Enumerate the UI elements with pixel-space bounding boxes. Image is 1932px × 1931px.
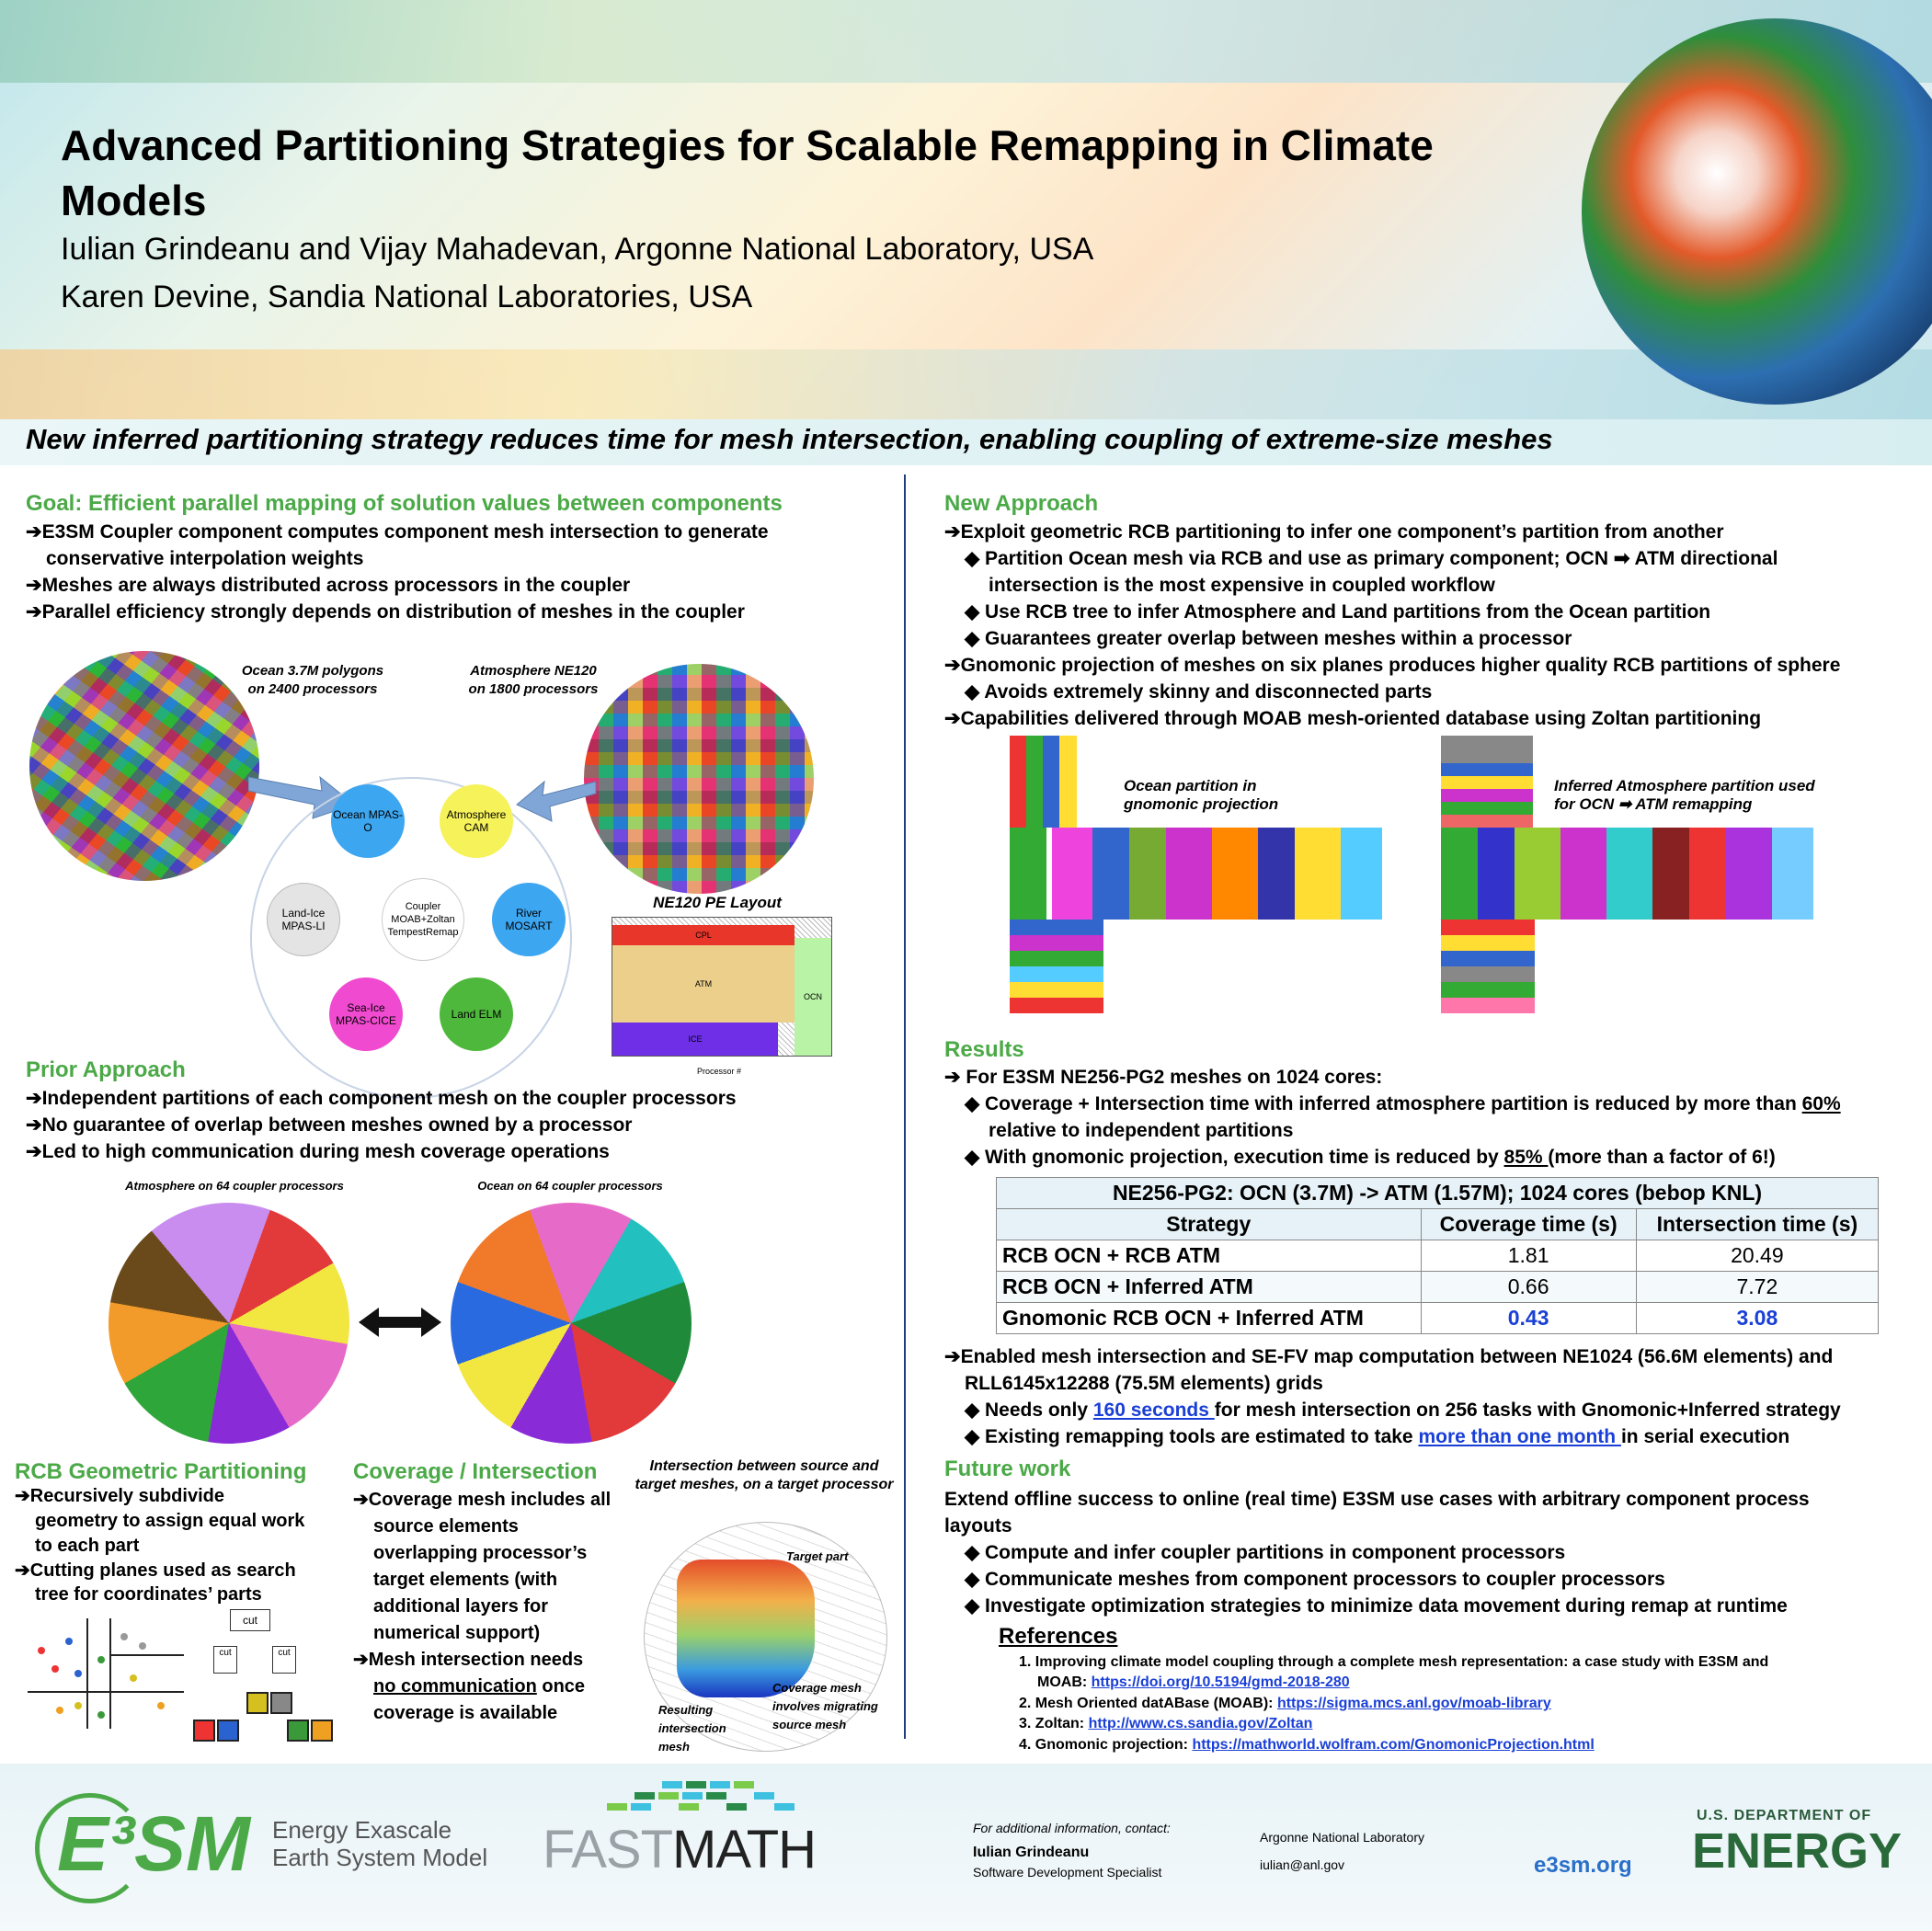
e3sm-site-link[interactable]: e3sm.org (1534, 1853, 1632, 1878)
inferred-caption: Inferred Atmosphere partition used for OCN ➡ ATM remapping (1554, 777, 1815, 813)
table-row (997, 1303, 1879, 1334)
reference-4: 4. Gnomonic projection: https://mathworld.wolfram.com/GnomonicProjection.html (1019, 1737, 1595, 1753)
new-line: ◆ Guarantees greater overlap between meshes within a processor (965, 628, 1572, 649)
rcb-leaf-0 (193, 1720, 215, 1742)
goal-bullet: ➔Parallel efficiency strongly depends on distribution of meshes in the coupler (26, 601, 745, 623)
rcb-line: geometry to assign equal work (35, 1511, 305, 1531)
ocn-64-sphere (451, 1203, 692, 1444)
rcb-heading: RCB Geometric Partitioning (15, 1459, 307, 1484)
results-line: relative to independent partitions (989, 1120, 1294, 1141)
reference-link[interactable]: https://sigma.mcs.anl.gov/moab-library (1276, 1696, 1551, 1711)
coverage-heading: Coverage / Intersection (353, 1459, 598, 1484)
rcb-line: ➔Recursively subdivide (15, 1486, 224, 1506)
sea-ice-node: Sea-Ice MPAS-CICE (329, 977, 403, 1051)
rcb-line: tree for coordinates’ parts (35, 1584, 262, 1605)
future-heading: Future work (944, 1457, 1071, 1481)
pe-layout-chart (612, 917, 832, 1057)
new-line: ◆ Partition Ocean mesh via RCB and use as primary component; OCN ➡ ATM directional (965, 548, 1778, 569)
atmosphere-caption: Atmosphere NE120 on 1800 processors (468, 663, 599, 697)
prior-heading: Prior Approach (26, 1057, 186, 1082)
ocean-node: Ocean MPAS-O (331, 784, 405, 858)
atm-64-caption: Atmosphere on 64 coupler processors (125, 1179, 344, 1193)
rcb-leaf-4 (287, 1720, 309, 1742)
reference-3: 3. Zoltan: http://www.cs.sandia.gov/Zoltan (1019, 1716, 1313, 1731)
results-line: ◆ Needs only 160 seconds for mesh intersection on 256 tasks with Gnomonic+Inferred strategy (965, 1400, 1841, 1421)
table-cell: Gnomonic RCB OCN + Inferred ATM (997, 1303, 1422, 1334)
rcb-line: to each part (35, 1536, 140, 1556)
e3sm-subtitle-1: Energy Exascale (272, 1816, 452, 1844)
inferred-top (1441, 736, 1533, 828)
table-cell: 7.72 (1636, 1272, 1878, 1303)
new-line: intersection is the most expensive in coupled workflow (989, 575, 1495, 596)
future-line: layouts (944, 1515, 1012, 1537)
ocean-gnomonic-middle (1010, 828, 1382, 920)
doe-label: U.S. DEPARTMENT OF (1697, 1808, 1872, 1823)
goal-heading: Goal: Efficient parallel mapping of solution values between components (26, 491, 783, 516)
table-row (997, 1240, 1879, 1272)
results-line: ◆ Existing remapping tools are estimated to take more than one month in serial execution (965, 1426, 1790, 1447)
rcb-cut-node: cut (213, 1646, 237, 1674)
new-line: ◆ Use RCB tree to infer Atmosphere and Land partitions from the Ocean partition (965, 601, 1711, 623)
results-line: ➔Enabled mesh intersection and SE-FV map computation between NE1024 (56.6M elements) and (944, 1346, 1834, 1367)
ocn-64-caption: Ocean on 64 coupler processors (477, 1179, 663, 1193)
table-header: Intersection time (s) (1636, 1209, 1878, 1240)
table-cell: 0.66 (1421, 1272, 1636, 1303)
rcb-cut-root: cut (230, 1609, 270, 1631)
new-line: ➔Gnomonic projection of meshes on six planes produces higher quality RCB partitions of sphere (944, 655, 1841, 676)
table-cell: 0.43 (1421, 1303, 1636, 1334)
fastmath-grid-icon (570, 1779, 828, 1816)
reference-1: 1. Improving climate model coupling through a complete mesh representation: a case study with E3SM and (1019, 1654, 1769, 1670)
new-line: ➔Exploit geometric RCB partitioning to infer one component’s partition from another (944, 521, 1724, 543)
rcb-leaf-2 (246, 1692, 269, 1714)
coverage-line: no communication once (373, 1676, 586, 1697)
coverage-line: overlapping processor’s (373, 1543, 588, 1563)
table-header: Strategy (997, 1209, 1422, 1240)
reference-link[interactable]: https://doi.org/10.5194/gmd-2018-280 (1091, 1674, 1350, 1690)
future-line: Extend offline success to online (real time) E3SM use cases with arbitrary component process (944, 1489, 1810, 1510)
land-node: Land ELM (440, 977, 513, 1051)
results-line: ◆ Coverage + Intersection time with inferred atmosphere partition is reduced by more than 60% (965, 1093, 1841, 1114)
contact-name: Iulian Grindeanu (973, 1845, 1090, 1860)
table-cell: RCB OCN + RCB ATM (997, 1240, 1422, 1272)
rcb-leaf-3 (270, 1692, 292, 1714)
pe-atm-block: ATM (612, 945, 795, 1023)
future-bullet: ◆ Communicate meshes from component processors to coupler processors (965, 1569, 1665, 1590)
table-cell: 3.08 (1636, 1303, 1878, 1334)
rcb-line: ➔Cutting planes used as search (15, 1560, 296, 1581)
rcb-leaf-1 (217, 1720, 239, 1742)
goal-bullet: ➔E3SM Coupler component computes component mesh intersection to generate (26, 521, 769, 543)
contact-lab: Argonne National Laboratory (1260, 1830, 1425, 1845)
pe-ice-block: ICE (612, 1023, 778, 1056)
reference-link[interactable]: http://www.cs.sandia.gov/Zoltan (1088, 1716, 1313, 1731)
doe-logo: ENERGY (1692, 1823, 1903, 1879)
rcb-cut-diagram (23, 1614, 189, 1733)
ocean-gnomonic-caption: Ocean partition in gnomonic projection (1124, 777, 1279, 813)
double-arrow-icon (359, 1306, 441, 1339)
fastmath-logo: FASTMATH (543, 1820, 817, 1880)
coverage-mesh-patch (677, 1560, 815, 1697)
poster-title: Advanced Partitioning Strategies for Scalable Remapping in Climate Models (61, 121, 1434, 224)
results-heading: Results (944, 1037, 1024, 1062)
results-line: ➔ For E3SM NE256-PG2 meshes on 1024 cores: (944, 1067, 1383, 1088)
coverage-line: coverage is available (373, 1703, 558, 1723)
results-line: ◆ With gnomonic projection, execution time is reduced by 85% (more than a factor of 6!) (965, 1147, 1776, 1168)
inferred-bottom (1441, 920, 1535, 1013)
table-cell: 1.81 (1421, 1240, 1636, 1272)
reference-1b: MOAB: https://doi.org/10.5194/gmd-2018-280 (1037, 1674, 1350, 1690)
prior-bullet: ➔No guarantee of overlap between meshes owned by a processor (26, 1114, 633, 1136)
pe-xlabel: Processor # (697, 1067, 742, 1076)
intersection-fig-title: Intersection between source and target meshes, on a target processor (634, 1458, 894, 1492)
future-bullet: ◆ Compute and infer coupler partitions in component processors (965, 1542, 1566, 1563)
pe-cpl-block: CPL (612, 925, 795, 945)
e3sm-logo: E³SM (57, 1800, 250, 1887)
river-node: River MOSART (492, 883, 566, 956)
prior-bullet: ➔Led to high communication during mesh coverage operations (26, 1141, 610, 1162)
atm-64-sphere (109, 1203, 349, 1444)
resulting-mesh-label: Resulting intersection mesh (658, 1703, 726, 1754)
rcb-leaf-5 (311, 1720, 333, 1742)
tagline: New inferred partitioning strategy reduces time for mesh intersection, enabling coupling of extreme-size meshes (26, 423, 1553, 455)
coverage-line: numerical support) (373, 1623, 541, 1643)
pe-ocn-block: OCN (795, 938, 831, 1056)
new-line: ◆ Avoids extremely skinny and disconnected parts (965, 681, 1433, 703)
atmosphere-node: Atmosphere CAM (440, 784, 513, 858)
ocean-gnomonic-top (1010, 736, 1077, 828)
coverage-line: target elements (with (373, 1570, 558, 1590)
authors-line-2: Karen Devine, Sandia National Laboratories, USA (61, 280, 753, 314)
column-divider (904, 474, 906, 1739)
table-row (997, 1272, 1879, 1303)
coverage-mesh-label: Coverage mesh involves migrating source mesh (772, 1681, 878, 1731)
ocean-gnomonic-bottom (1010, 920, 1103, 1013)
table-cell: 20.49 (1636, 1240, 1878, 1272)
coupler-node: Coupler MOAB+Zoltan TempestRemap (382, 878, 464, 961)
rcb-cut-node: cut (272, 1646, 296, 1674)
authors-line-1: Iulian Grindeanu and Vijay Mahadevan, Argonne National Laboratory, USA (61, 232, 1094, 267)
results-table (996, 1177, 1879, 1334)
contact-label: For additional information, contact: (973, 1821, 1171, 1835)
e3sm-subtitle-2: Earth System Model (272, 1844, 488, 1871)
coverage-line: source elements (373, 1516, 519, 1537)
ocean-caption: Ocean 3.7M polygons on 2400 processors (241, 663, 384, 697)
goal-bullet: ➔Meshes are always distributed across processors in the coupler (26, 575, 631, 596)
reference-link[interactable]: https://mathworld.wolfram.com/GnomonicProjection.html (1192, 1737, 1595, 1753)
contact-email[interactable]: iulian@anl.gov (1260, 1857, 1345, 1872)
references-heading: References (999, 1624, 1118, 1649)
coverage-line: ➔Mesh intersection needs (353, 1650, 584, 1670)
inferred-middle (1441, 828, 1813, 920)
reference-2: 2. Mesh Oriented datABase (MOAB): https://sigma.mcs.anl.gov/moab-library (1019, 1696, 1551, 1711)
contact-role: Software Development Specialist (973, 1865, 1162, 1880)
land-ice-node: Land-Ice MPAS-LI (267, 883, 340, 956)
prior-bullet: ➔Independent partitions of each component mesh on the coupler processors (26, 1088, 737, 1109)
results-line: RLL6145x12288 (75.5M elements) grids (965, 1373, 1323, 1394)
new-line: ➔Capabilities delivered through MOAB mesh-oriented database using Zoltan partitioning (944, 708, 1762, 729)
table-title: NE256-PG2: OCN (3.7M) -> ATM (1.57M); 1024 cores (bebop KNL) (997, 1178, 1879, 1209)
goal-bullet: conservative interpolation weights (46, 548, 364, 569)
arrow-left-icon (515, 777, 598, 823)
new-approach-heading: New Approach (944, 491, 1099, 516)
target-part-label: Target part (786, 1549, 849, 1563)
coverage-line: ➔Coverage mesh includes all (353, 1490, 612, 1510)
table-cell: RCB OCN + Inferred ATM (997, 1272, 1422, 1303)
coverage-line: additional layers for (373, 1596, 549, 1617)
table-header: Coverage time (s) (1421, 1209, 1636, 1240)
pe-layout-title: NE120 PE Layout (653, 894, 782, 911)
future-bullet: ◆ Investigate optimization strategies to minimize data movement during remap at runtime (965, 1595, 1788, 1617)
